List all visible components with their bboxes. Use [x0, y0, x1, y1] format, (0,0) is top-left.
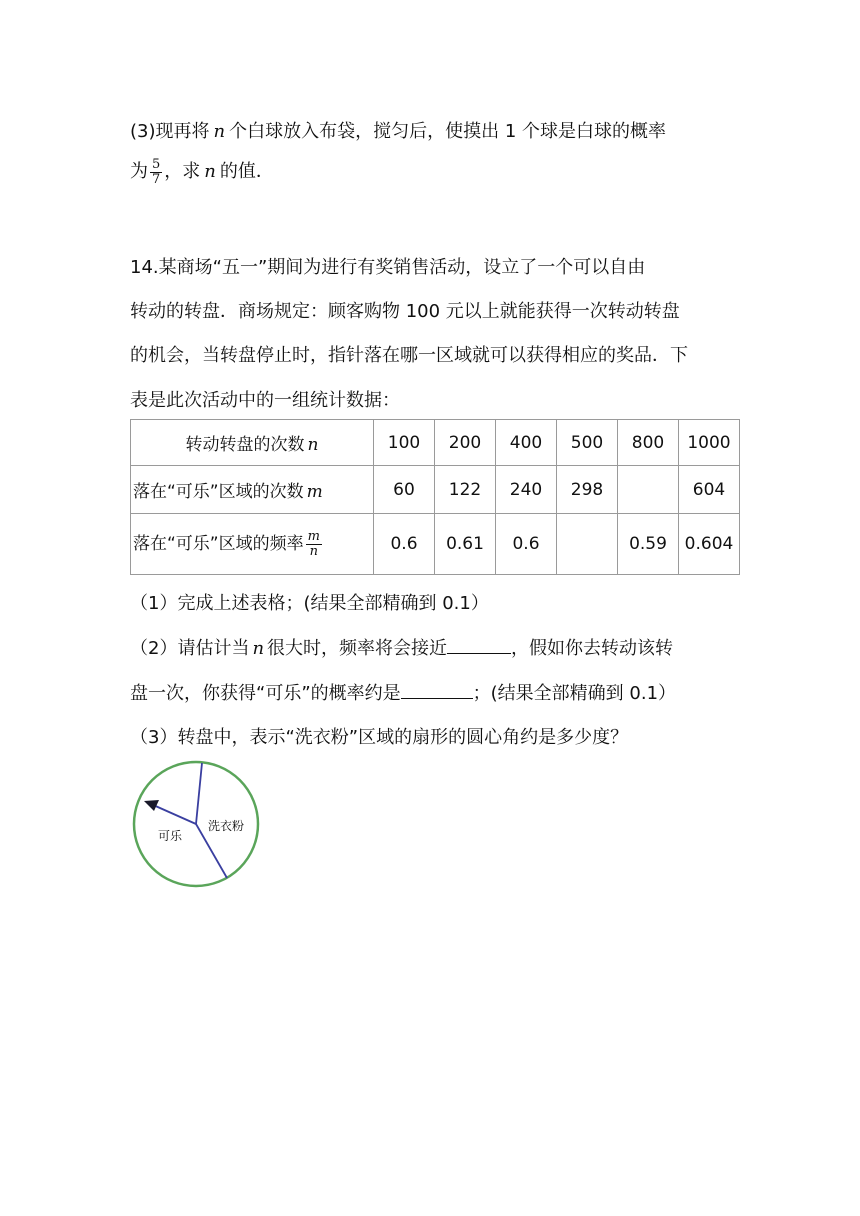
table-cell: 100 — [374, 420, 435, 466]
table-header-cell — [131, 514, 374, 575]
q14-line4: 表是此次活动中的一组统计数据： — [130, 390, 400, 411]
table-cell-empty — [557, 514, 618, 575]
spinner-label-detergent: 洗衣粉 — [208, 819, 245, 833]
table-cell: 400 — [496, 420, 557, 466]
s2-text-e: ；(结果全部精确到 0.1） — [472, 683, 677, 704]
sub-question-1: （1）完成上述表格；(结果全部精确到 0.1） — [130, 593, 489, 614]
table-header-cell — [131, 466, 374, 514]
q3-text-b: 个白球放入布袋，搅匀后，使摸出 1 个球是白球的概率 — [229, 121, 666, 142]
q3-frac-den: 7 — [152, 171, 161, 187]
table-cell: 0.59 — [618, 514, 679, 575]
row-label: 转动转盘的次数 — [185, 435, 305, 455]
row-label: 落在“可乐”区域的次数 — [133, 482, 304, 502]
table-row-spins — [131, 420, 740, 466]
row-var: m — [306, 482, 323, 502]
row-fraction — [306, 530, 322, 559]
table-header-cell — [131, 420, 374, 466]
table-cell: 604 — [679, 466, 740, 514]
table-cell: 240 — [496, 466, 557, 514]
answer-blank-1[interactable] — [447, 652, 511, 654]
row-var: n — [307, 435, 319, 455]
q3-text-d: ，求 — [164, 161, 201, 182]
table-cell: 60 — [374, 466, 435, 514]
s2-text-a: （2）请估计当 — [130, 638, 250, 659]
table-cell: 0.6 — [374, 514, 435, 575]
table-cell: 298 — [557, 466, 618, 514]
s2-var-n: n — [252, 638, 265, 659]
s2-text-b: 很大时，频率将会接近 — [267, 638, 448, 659]
q3-line2 — [130, 157, 274, 187]
q14-line3: 的机会，当转盘停止时，指针落在哪一区域就可以获得相应的奖品．下 — [130, 345, 688, 366]
q14-line1: 14.某商场“五一”期间为进行有奖销售活动，设立了一个可以自由 — [130, 257, 646, 278]
q3-frac-num: 5 — [152, 156, 161, 172]
row-label: 落在“可乐”区域的频率 — [133, 534, 304, 555]
q3-text-a: (3)现再将 — [130, 121, 210, 142]
table-cell: 200 — [435, 420, 496, 466]
sub-question-2-line2 — [130, 679, 676, 705]
table-row-frequency — [131, 514, 740, 575]
table-cell-empty — [618, 466, 679, 514]
table-cell: 0.604 — [679, 514, 740, 575]
table-row-count — [131, 466, 740, 514]
sub-question-3: （3）转盘中，表示“洗衣粉”区域的扇形的圆心角约是多少度？ — [130, 727, 629, 748]
answer-blank-2[interactable] — [401, 697, 473, 699]
q3-text-c: 为 — [130, 161, 148, 182]
table-cell: 500 — [557, 420, 618, 466]
sub-question-2-line1 — [130, 634, 673, 660]
spinner-label-cola: 可乐 — [158, 829, 183, 843]
table-cell: 122 — [435, 466, 496, 514]
q3-text-e: 的值． — [219, 161, 274, 182]
q14-line2: 转动的转盘．商场规定：顾客购物 100 元以上就能获得一次转动转盘 — [130, 301, 680, 322]
s2-text-c: ，假如你去转动该转 — [511, 638, 674, 659]
q3-fraction — [150, 158, 162, 187]
table-cell: 0.61 — [435, 514, 496, 575]
table-cell: 1000 — [679, 420, 740, 466]
s2-text-d: 盘一次，你获得“可乐”的概率约是 — [130, 683, 401, 704]
q3-line1 — [130, 117, 666, 143]
q3-var-n-2: n — [204, 161, 216, 182]
statistics-table — [130, 419, 740, 575]
table-cell: 800 — [618, 420, 679, 466]
frac-num: m — [307, 528, 320, 544]
spinner-diagram — [130, 758, 262, 890]
q3-var-n: n — [213, 121, 226, 142]
frac-den: n — [309, 543, 318, 559]
table-cell: 0.6 — [496, 514, 557, 575]
